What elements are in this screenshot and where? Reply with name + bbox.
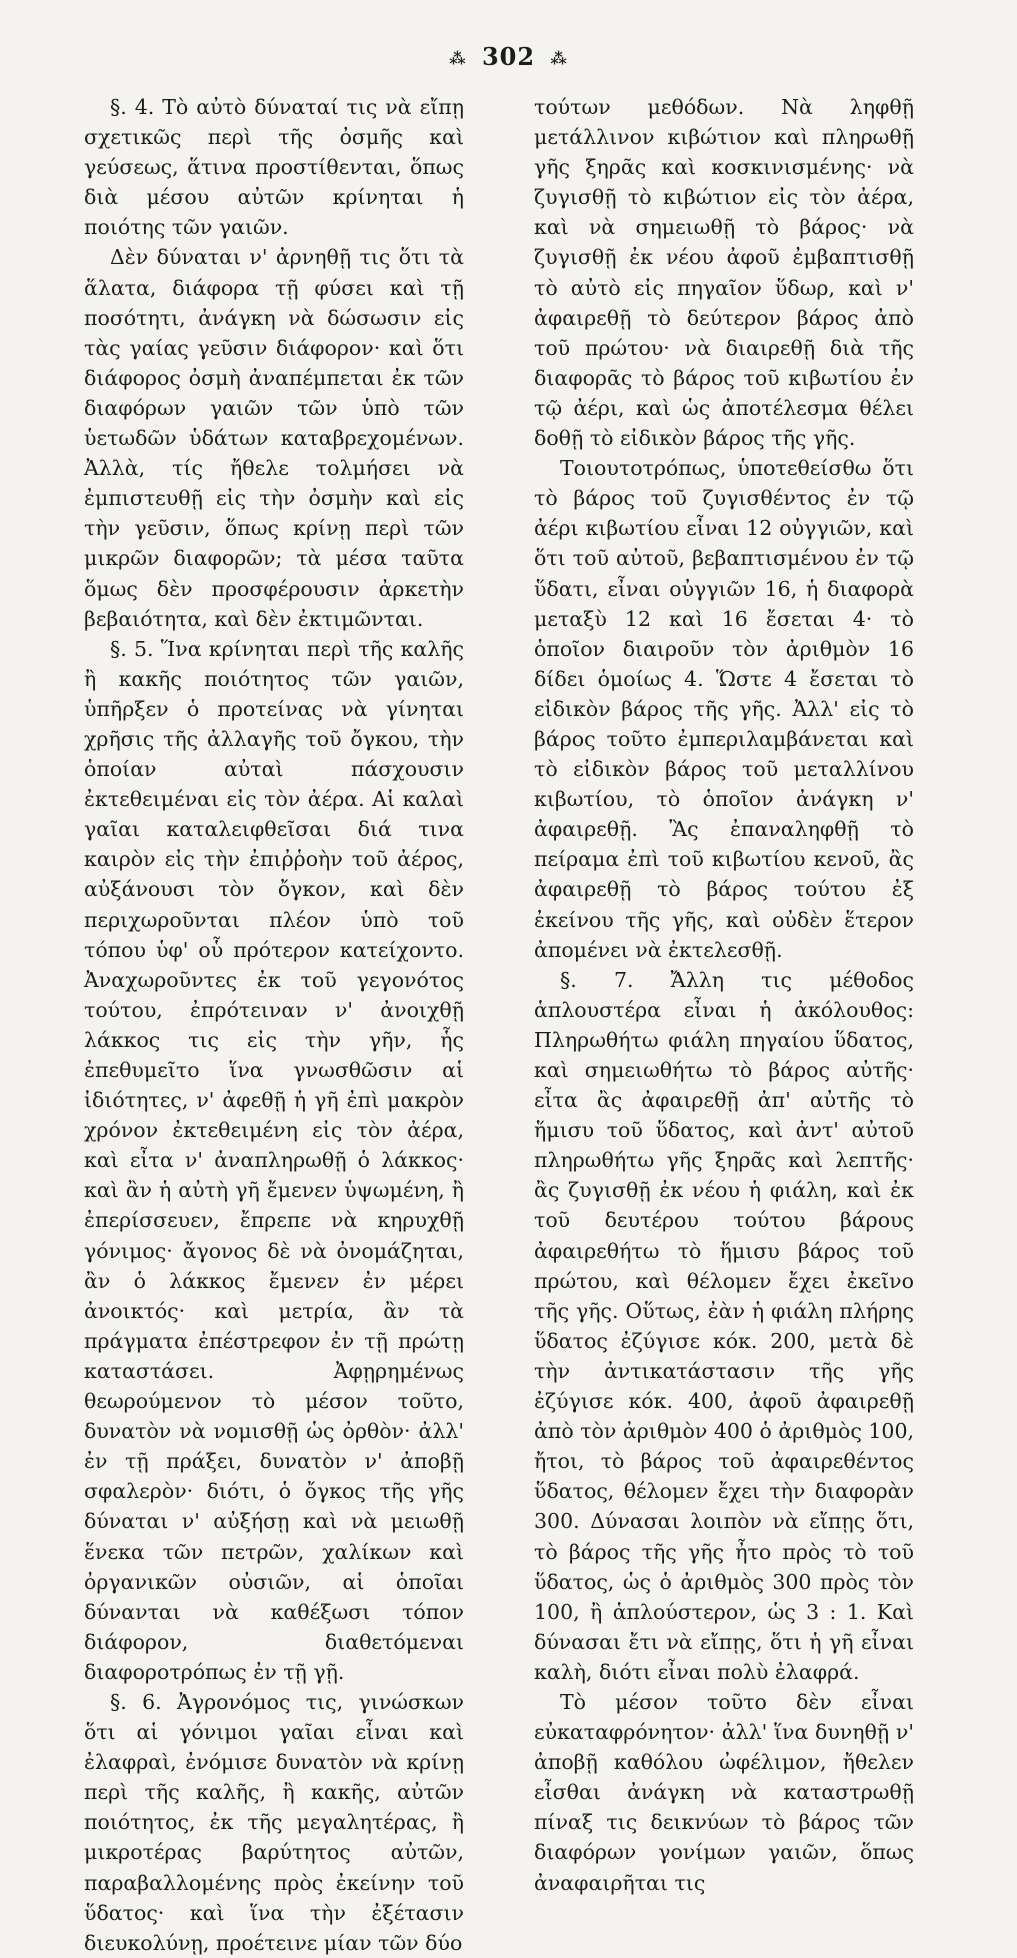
paragraph: §. 7. Ἄλλη τις μέθοδος ἁπλουστέρα εἶναι ἡ ἀκόλουθος: Πληρωθήτω φιάλη πηγαίου ὕδατος, καὶ σημειωθήτω τὸ βάρος αὐτῆς· εἶτα ἂς ἀφαιρεθῇ ἀπ' αὐτῆς τὸ ἥμισυ τοῦ ὕδατος, καὶ ἀντ' αὐτοῦ πληρωθήτω γῆς ξηρᾶς καὶ λεπτῆς· ἂς ζυγισθῇ ἐκ νέου ἡ φιάλη, καὶ ἐκ τοῦ δευτέρου τούτου βάρους ἀφαιρεθήτω τὸ ἥμισυ βάρος τοῦ πρώτου, καὶ θέλομεν ἔχει ἐκεῖνο τῆς γῆς. Οὕτως, ἐὰν ἡ φιάλη πλήρης ὕδατος ἐζύγισε κόκ. 200, μετὰ δὲ τὴν ἀντικατάστασιν τῆς γῆς ἐζύγισε κόκ. 400, ἀφοῦ ἀφαιρεθῇ ἀπὸ τὸν ἀριθμὸν 400 ὁ ἀριθμὸς 100, ἤτοι, τὸ βάρος τοῦ ἀφαιρεθέντος ὕδατος, θέλομεν ἔχει τὴν διαφορὰν 300. Δύνασαι λοιπὸν νὰ εἴπῃς ὅτι, τὸ βάρος τῆς γῆς ἦτο πρὸς τὸ τοῦ ὕδατος, ὡς ὁ ἀριθμὸς 300 πρὸς τὸν 100, ἢ ἁπλούστερον, ὡς 3 : 1. Καὶ δύνασαι ἔτι νὰ εἴπῃς, ὅτι ἡ γῆ εἶναι καλὴ, διότι εἶναι πολὺ ἐλαφρά. xyxy=(534,967,914,1684)
paragraph: §. 5. Ἵνα κρίνηται περὶ τῆς καλῆς ἢ κακῆς ποιότητος τῶν γαιῶν, ὑπῆρξεν ὁ προτείνας νὰ γίνηται χρῆσις τῆς ἀλλαγῆς τοῦ ὄγκου, τὴν ὁποίαν αὐταὶ πάσχουσιν ἐκτεθειμέναι εἰς τὸν ἀέρα. Αἱ καλαὶ γαῖαι καταλειφθεῖσαι διά τινα καιρὸν εἰς τὴν ἐπιῤῥοὴν τοῦ ἀέρος, αὐξάνουσι τὸν ὄγκον, καὶ δὲν περιχωροῦνται πλέον ὑπὸ τοῦ τόπου ὑφ' οὗ πρότερον κατείχοντο. Ἀναχωροῦντες ἐκ τοῦ γεγονότος τούτου, ἐπρότειναν ν' ἀνοιχθῇ λάκκος τις εἰς τὴν γῆν, ἧς ἐπεθυμεῖτο ἵνα γνωσθῶσιν αἱ ἰδιότητες, ν' ἀφεθῇ ἡ γῆ ἐπὶ μακρὸν χρόνον ἐκτεθειμένη εἰς τὸν ἀέρα, καὶ εἶτα ν' ἀναπληρωθῇ ὁ λάκκος· καὶ ἂν ἡ αὐτὴ γῆ ἔμενεν ὑψωμένη, ἢ ἐπερίσσευεν, ἔπρεπε νὰ κηρυχθῇ γόνιμος· ἄγονος δὲ νὰ ὀνομάζηται, ἂν ὁ λάκκος ἔμενεν ἐν μέρει ἀνοικτός· καὶ μετρία, ἂν τὰ πράγματα ἐπέστρεφον ἐν τῇ πρώτῃ καταστάσει. Ἀφῃρημένως θεωρούμενον τὸ μέσον τοῦτο, δυνατὸν νὰ νομισθῇ ὡς ὀρθὸν· ἀλλ' ἐν τῇ πράξει, δυνατὸν ν' ἀποβῇ σφαλερὸν· διότι, ὁ ὄγκος τῆς γῆς δύναται ν' αὐξήσῃ καὶ νὰ μειωθῇ ἕνεκα τῶν πετρῶν, χαλίκων καὶ ὀργανικῶν οὐσιῶν, αἱ ὁποῖαι δύνανται νὰ καθέξωσι τόπον διάφορον, διαθετόμεναι διαφοροτρόπως ἐν τῇ γῇ. xyxy=(84,636,464,1684)
paragraph: τούτων μεθόδων. Νὰ ληφθῇ μετάλλινον κιβώτιον καὶ πληρωθῇ γῆς ξηρᾶς καὶ κοσκινισμένης· νὰ ζυγισθῇ τὸ κιβώτιον εἰς τὸν ἀέρα, καὶ νὰ σημειωθῇ τὸ βάρος· νὰ ζυγισθῇ ἐκ νέου ἀφοῦ ἐμβαπτισθῇ τὸ αὐτὸ εἰς πηγαῖον ὕδωρ, καὶ ν' ἀφαιρεθῇ τὸ δεύτερον βάρος ἀπὸ τοῦ πρώτου· νὰ διαιρεθῇ διὰ τῆς διαφορᾶς τὸ βάρος τοῦ κιβωτίου ἐν τῷ ἀέρι, καὶ ὡς ἀποτέλεσμα θέλει δοθῇ τὸ εἰδικὸν βάρος τῆς γῆς. xyxy=(534,95,914,451)
paragraph: Τοιουτοτρόπως, ὑποτεθείσθω ὅτι τὸ βάρος τοῦ ζυγισθέντος ἐν τῷ ἀέρι κιβωτίου εἶναι 12 οὐγγιῶν, καὶ ὅτι τοῦ αὐτοῦ, βεβαπτισμένου ἐν τῷ ὕδατι, εἶναι οὐγγιῶν 16, ἡ διαφορὰ μεταξὺ 12 καὶ 16 ἔσεται 4· τὸ ὁποῖον διαιροῦν τὸν ἀριθμὸν 16 δίδει ὁμοίως 4. Ὥστε 4 ἔσεται τὸ εἰδικὸν βάρος τῆς γῆς. Ἀλλ' εἰς τὸ βάρος τοῦτο ἐμπεριλαμβάνεται καὶ τὸ εἰδικὸν βάρος τοῦ μεταλλίνου κιβωτίου, τὸ ὁποῖον ἀνάγκη ν' ἀφαιρεθῇ. Ἂς ἐπαναληφθῇ τὸ πείραμα ἐπὶ τοῦ κιβωτίου κενοῦ, ἂς ἀφαιρεθῇ τὸ βάρος τούτου ἐξ ἐκείνου τῆς γῆς, καὶ οὐδὲν ἕτερον ἀπομένει νὰ ἐκτελεσθῇ. xyxy=(534,456,914,962)
paragraph: §. 6. Ἀγρονόμος τις, γινώσκων ὅτι αἱ γόνιμοι γαῖαι εἶναι καὶ ἐλαφραὶ, ἐνόμισε δυνατὸν νὰ κρίνῃ περὶ τῆς καλῆς, ἢ κακῆς, αὐτῶν ποιότητος, ἐκ τῆς μεγαλητέρας, ἢ μικροτέρας βαρύτητος αὐτῶν, παραβαλλομένης πρὸς ἐκείνην τοῦ ὕδατος· καὶ ἵνα τὴν ἐξέτασιν διευκολύνῃ, προέτεινε μίαν τῶν δύο xyxy=(84,1689,464,1955)
right-column xyxy=(534,92,914,1898)
page-number: 302 xyxy=(481,42,536,71)
paragraph: §. 4. Τὸ αὐτὸ δύναταί τις νὰ εἴπῃ σχετικῶς περὶ τῆς ὀσμῆς καὶ γεύσεως, ἅτινα προστίθενται, ὅπως διὰ μέσου αὐτῶν κρίνηται ἡ ποιότης τῶν γαιῶν. xyxy=(84,95,464,240)
left-column xyxy=(84,92,464,1958)
page-header xyxy=(0,42,1017,71)
ornament-left-icon: ⁂ xyxy=(449,49,467,68)
paragraph: Δὲν δύναται ν' ἀρνηθῇ τις ὅτι τὰ ἅλατα, διάφορα τῇ φύσει καὶ τῇ ποσότητι, ἀνάγκη νὰ δώσωσιν εἰς τὰς γαίας γεῦσιν διάφορον· καὶ ὅτι διάφορος ὀσμὴ ἀναπέμπεται ἐκ τῶν διαφόρων γαιῶν τῶν ὑπὸ τῶν ὑετωδῶν ὑδάτων καταβρεχομένων. Ἀλλὰ, τίς ἤθελε τολμήσει νὰ ἐμπιστευθῇ εἰς τὴν ὀσμὴν καὶ εἰς τὴν γεῦσιν, ὅπως κρίνῃ περὶ τῶν μικρῶν διαφορῶν; τὰ μέσα ταῦτα ὅμως δὲν προσφέρουσιν ἀρκετὴν βεβαιότητα, καὶ δὲν ἐκτιμῶνται. xyxy=(84,245,464,631)
ornament-right-icon: ⁂ xyxy=(550,49,568,68)
paragraph: Τὸ μέσον τοῦτο δὲν εἶναι εὐκαταφρόνητον· ἀλλ' ἵνα δυνηθῇ ν' ἀποβῇ καθόλου ὠφέλιμον, ἤθελεν εἶσθαι ἀνάγκη νὰ καταστρωθῇ πίναξ τις δεικνύων τὸ βάρος τῶν διαφόρων γονίμων γαιῶν, ὅπως ἀναφαιρῆται τις xyxy=(534,1689,914,1895)
